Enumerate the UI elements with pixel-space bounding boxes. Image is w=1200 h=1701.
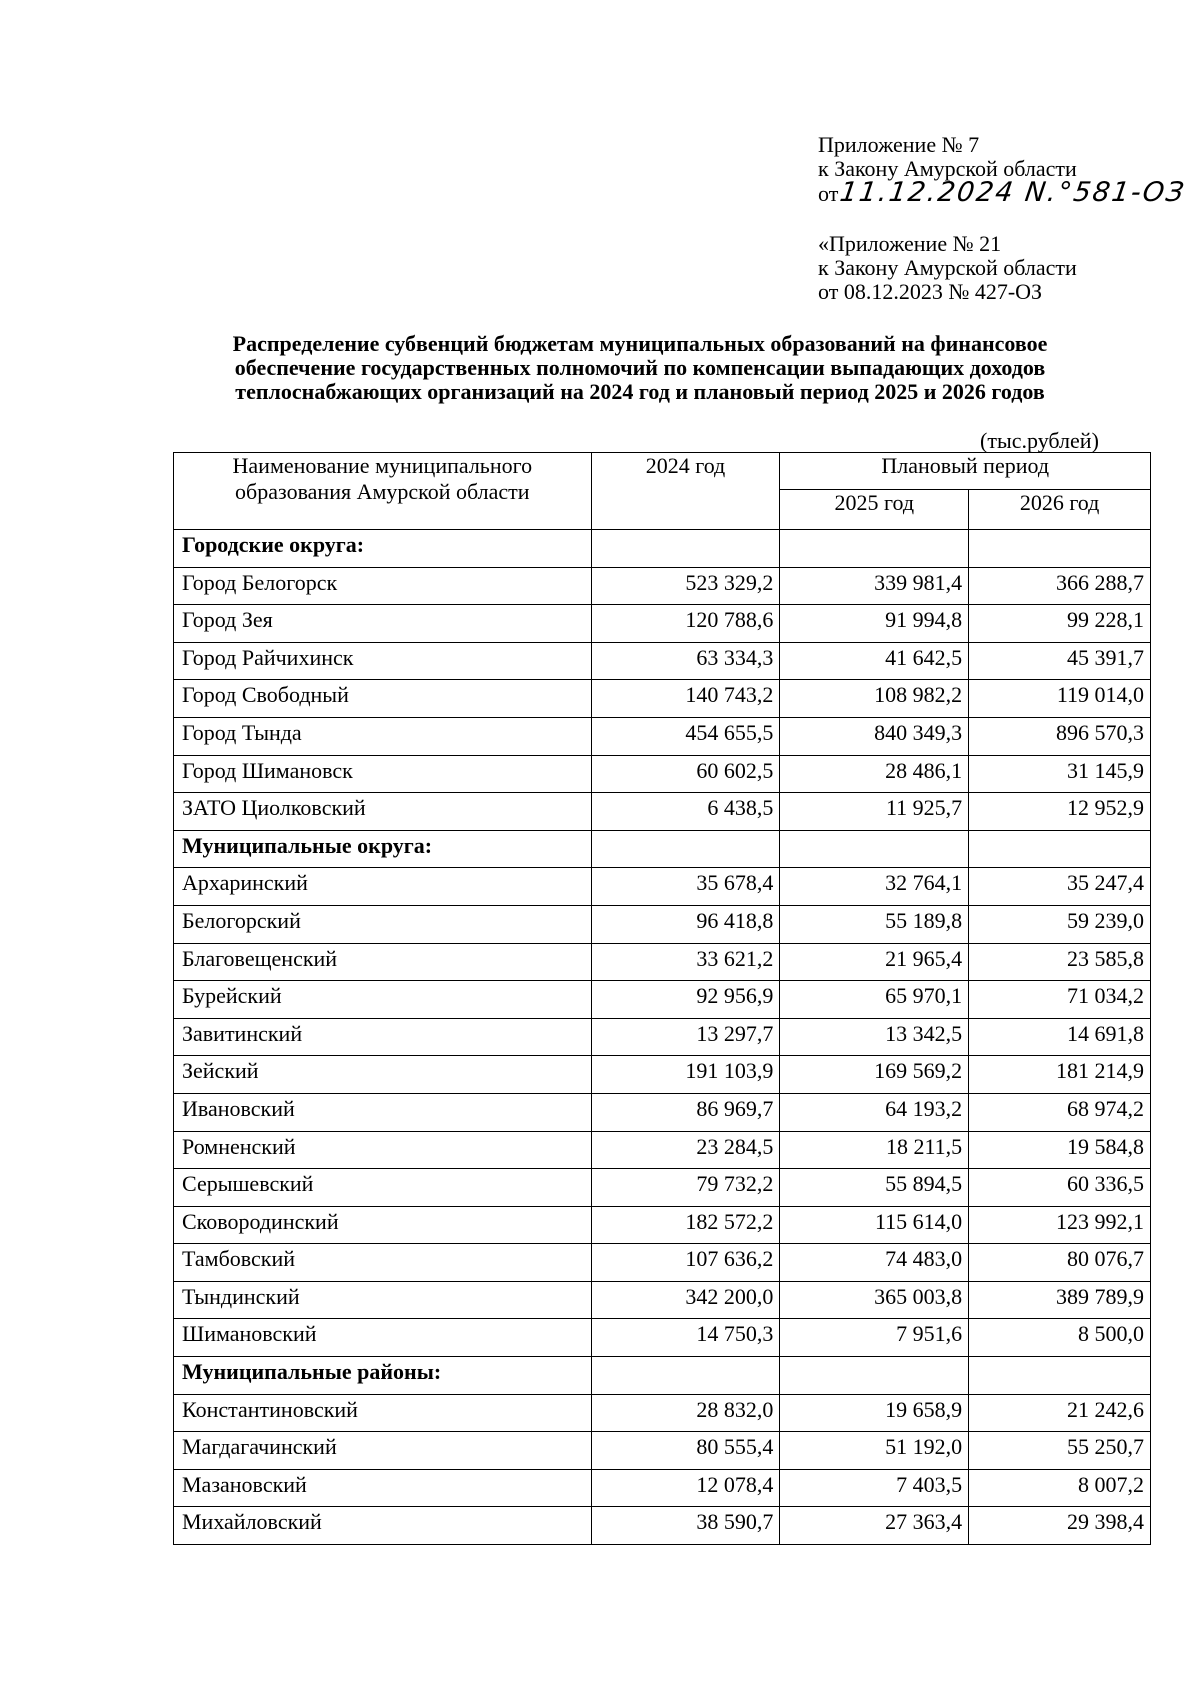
value-2026: 45 391,7: [969, 642, 1151, 680]
prior-appendix-law: к Закону Амурской области: [818, 255, 1077, 280]
value-2024: 120 788,6: [591, 605, 780, 643]
municipality-name: Город Райчихинск: [174, 642, 592, 680]
municipality-name: Белогорский: [174, 905, 592, 943]
value-2025: 55 189,8: [780, 905, 969, 943]
municipality-name: Архаринский: [174, 868, 592, 906]
table-row: [174, 1244, 1151, 1282]
value-2024: 60 602,5: [591, 755, 780, 793]
table-row: [174, 793, 1151, 831]
value-2024: 12 078,4: [591, 1469, 780, 1507]
table-row: [174, 1206, 1151, 1244]
value-2026: 366 288,7: [969, 567, 1151, 605]
value-2026: 35 247,4: [969, 868, 1151, 906]
municipality-name: Город Тында: [174, 717, 592, 755]
value-2025: 11 925,7: [780, 793, 969, 831]
table-row: [174, 605, 1151, 643]
municipality-name: Шимановский: [174, 1319, 592, 1357]
table-row: [174, 680, 1151, 718]
table-row: [174, 905, 1151, 943]
empty-cell: [969, 1357, 1151, 1395]
empty-cell: [591, 1357, 780, 1395]
table-row: [174, 1131, 1151, 1169]
value-2026: 31 145,9: [969, 755, 1151, 793]
value-2026: 119 014,0: [969, 680, 1151, 718]
section-title: Городские округа:: [174, 530, 592, 568]
value-2026: 21 242,6: [969, 1394, 1151, 1432]
municipality-name: Завитинский: [174, 1018, 592, 1056]
municipality-name: Магдагачинский: [174, 1432, 592, 1470]
table-row: [174, 642, 1151, 680]
value-2026: 19 584,8: [969, 1131, 1151, 1169]
appendix-number: Приложение № 7: [818, 132, 980, 157]
value-2024: 23 284,5: [591, 1131, 780, 1169]
value-2026: 8 007,2: [969, 1469, 1151, 1507]
value-2026: 60 336,5: [969, 1169, 1151, 1207]
municipality-name: Ивановский: [174, 1093, 592, 1131]
table-row: [174, 1169, 1151, 1207]
section-row: [174, 530, 1151, 568]
value-2024: 342 200,0: [591, 1281, 780, 1319]
municipality-name: Михайловский: [174, 1507, 592, 1545]
appendix-date-prefix: от: [818, 181, 839, 206]
value-2025: 108 982,2: [780, 680, 969, 718]
value-2025: 64 193,2: [780, 1093, 969, 1131]
value-2024: 6 438,5: [591, 793, 780, 831]
value-2024: 96 418,8: [591, 905, 780, 943]
value-2026: 14 691,8: [969, 1018, 1151, 1056]
value-2025: 19 658,9: [780, 1394, 969, 1432]
value-2024: 92 956,9: [591, 981, 780, 1019]
appendix-law: к Закону Амурской области: [818, 156, 1077, 181]
section-title: Муниципальные районы:: [174, 1357, 592, 1395]
header-2025: 2025 год: [780, 490, 969, 530]
municipality-name: Серышевский: [174, 1169, 592, 1207]
value-2025: 91 994,8: [780, 605, 969, 643]
document-title: Распределение субвенций бюджетам муниципальных образований на финансовое обеспечение государственных полномочий по компенсации выпадающих доходов теплоснабжающих организаций на 2024 год и плановый период 2025 и 2026 годов: [232, 331, 1048, 404]
table-row: [174, 1018, 1151, 1056]
value-2026: 59 239,0: [969, 905, 1151, 943]
value-2026: 68 974,2: [969, 1093, 1151, 1131]
table-row: [174, 567, 1151, 605]
value-2025: 41 642,5: [780, 642, 969, 680]
municipality-name: Город Шимановск: [174, 755, 592, 793]
table-row: [174, 755, 1151, 793]
value-2026: 29 398,4: [969, 1507, 1151, 1545]
table-row: [174, 1469, 1151, 1507]
value-2025: 7 403,5: [780, 1469, 969, 1507]
appendix-reference: [818, 133, 1186, 206]
municipality-name: Благовещенский: [174, 943, 592, 981]
value-2025: 169 569,2: [780, 1056, 969, 1094]
section-row: [174, 830, 1151, 868]
header-2024: 2024 год: [591, 453, 780, 530]
value-2024: 63 334,3: [591, 642, 780, 680]
prior-appendix-number: «Приложение № 21: [818, 231, 1002, 256]
empty-cell: [969, 530, 1151, 568]
value-2026: 80 076,7: [969, 1244, 1151, 1282]
table-row: [174, 868, 1151, 906]
value-2025: 339 981,4: [780, 567, 969, 605]
value-2024: 182 572,2: [591, 1206, 780, 1244]
value-2025: 840 349,3: [780, 717, 969, 755]
value-2024: 86 969,7: [591, 1093, 780, 1131]
municipality-name: Город Зея: [174, 605, 592, 643]
empty-cell: [780, 1357, 969, 1395]
municipality-name: Город Белогорск: [174, 567, 592, 605]
table-row: [174, 1319, 1151, 1357]
value-2024: 523 329,2: [591, 567, 780, 605]
empty-cell: [591, 530, 780, 568]
section-title: Муниципальные округа:: [174, 830, 592, 868]
municipality-name: Константиновский: [174, 1394, 592, 1432]
value-2026: 181 214,9: [969, 1056, 1151, 1094]
table-row: [174, 1093, 1151, 1131]
appendix-date-line: [818, 177, 1188, 208]
value-2025: 28 486,1: [780, 755, 969, 793]
value-2024: 28 832,0: [591, 1394, 780, 1432]
value-2025: 365 003,8: [780, 1281, 969, 1319]
value-2025: 74 483,0: [780, 1244, 969, 1282]
value-2026: 12 952,9: [969, 793, 1151, 831]
value-2024: 107 636,2: [591, 1244, 780, 1282]
municipality-name: Сковородинский: [174, 1206, 592, 1244]
empty-cell: [780, 530, 969, 568]
prior-appendix-reference: [818, 232, 1077, 304]
value-2025: 65 970,1: [780, 981, 969, 1019]
municipality-name: Мазановский: [174, 1469, 592, 1507]
value-2024: 35 678,4: [591, 868, 780, 906]
value-2025: 18 211,5: [780, 1131, 969, 1169]
empty-cell: [591, 830, 780, 868]
value-2026: 896 570,3: [969, 717, 1151, 755]
value-2024: 140 743,2: [591, 680, 780, 718]
section-row: [174, 1357, 1151, 1395]
value-2024: 38 590,7: [591, 1507, 780, 1545]
empty-cell: [969, 830, 1151, 868]
table-row: [174, 981, 1151, 1019]
value-2026: 55 250,7: [969, 1432, 1151, 1470]
header-municipality: Наименование муниципального образования Амурской области: [174, 453, 592, 530]
value-2024: 79 732,2: [591, 1169, 780, 1207]
value-2026: 99 228,1: [969, 605, 1151, 643]
value-2025: 115 614,0: [780, 1206, 969, 1244]
value-2025: 21 965,4: [780, 943, 969, 981]
table-body: [174, 530, 1151, 1545]
municipality-name: ЗАТО Циолковский: [174, 793, 592, 831]
value-2025: 55 894,5: [780, 1169, 969, 1207]
value-2026: 123 992,1: [969, 1206, 1151, 1244]
table-row: [174, 1432, 1151, 1470]
value-2025: 13 342,5: [780, 1018, 969, 1056]
table-row: [174, 1056, 1151, 1094]
empty-cell: [780, 830, 969, 868]
value-2024: 33 621,2: [591, 943, 780, 981]
value-2025: 27 363,4: [780, 1507, 969, 1545]
prior-appendix-date: от 08.12.2023 № 427-ОЗ: [818, 279, 1043, 304]
header-planned-period: Плановый период: [780, 453, 1151, 490]
units-label: (тыс.рублей): [980, 428, 1099, 453]
value-2025: 51 192,0: [780, 1432, 969, 1470]
header-2026: 2026 год: [969, 490, 1151, 530]
value-2026: 8 500,0: [969, 1319, 1151, 1357]
handwritten-date-number: 11.12.2024 N.°581-ОЗ: [838, 177, 1188, 208]
table-row: [174, 1394, 1151, 1432]
value-2025: 7 951,6: [780, 1319, 969, 1357]
value-2024: 14 750,3: [591, 1319, 780, 1357]
value-2024: 80 555,4: [591, 1432, 780, 1470]
value-2026: 389 789,9: [969, 1281, 1151, 1319]
municipality-name: Тындинский: [174, 1281, 592, 1319]
table-row: [174, 943, 1151, 981]
value-2024: 13 297,7: [591, 1018, 780, 1056]
table-row: [174, 1507, 1151, 1545]
municipality-name: Тамбовский: [174, 1244, 592, 1282]
value-2025: 32 764,1: [780, 868, 969, 906]
table-row: [174, 1281, 1151, 1319]
subvention-table: [173, 452, 1151, 1545]
value-2026: 23 585,8: [969, 943, 1151, 981]
table-row: [174, 717, 1151, 755]
municipality-name: Бурейский: [174, 981, 592, 1019]
value-2024: 454 655,5: [591, 717, 780, 755]
value-2026: 71 034,2: [969, 981, 1151, 1019]
municipality-name: Ромненский: [174, 1131, 592, 1169]
value-2024: 191 103,9: [591, 1056, 780, 1094]
municipality-name: Зейский: [174, 1056, 592, 1094]
municipality-name: Город Свободный: [174, 680, 592, 718]
